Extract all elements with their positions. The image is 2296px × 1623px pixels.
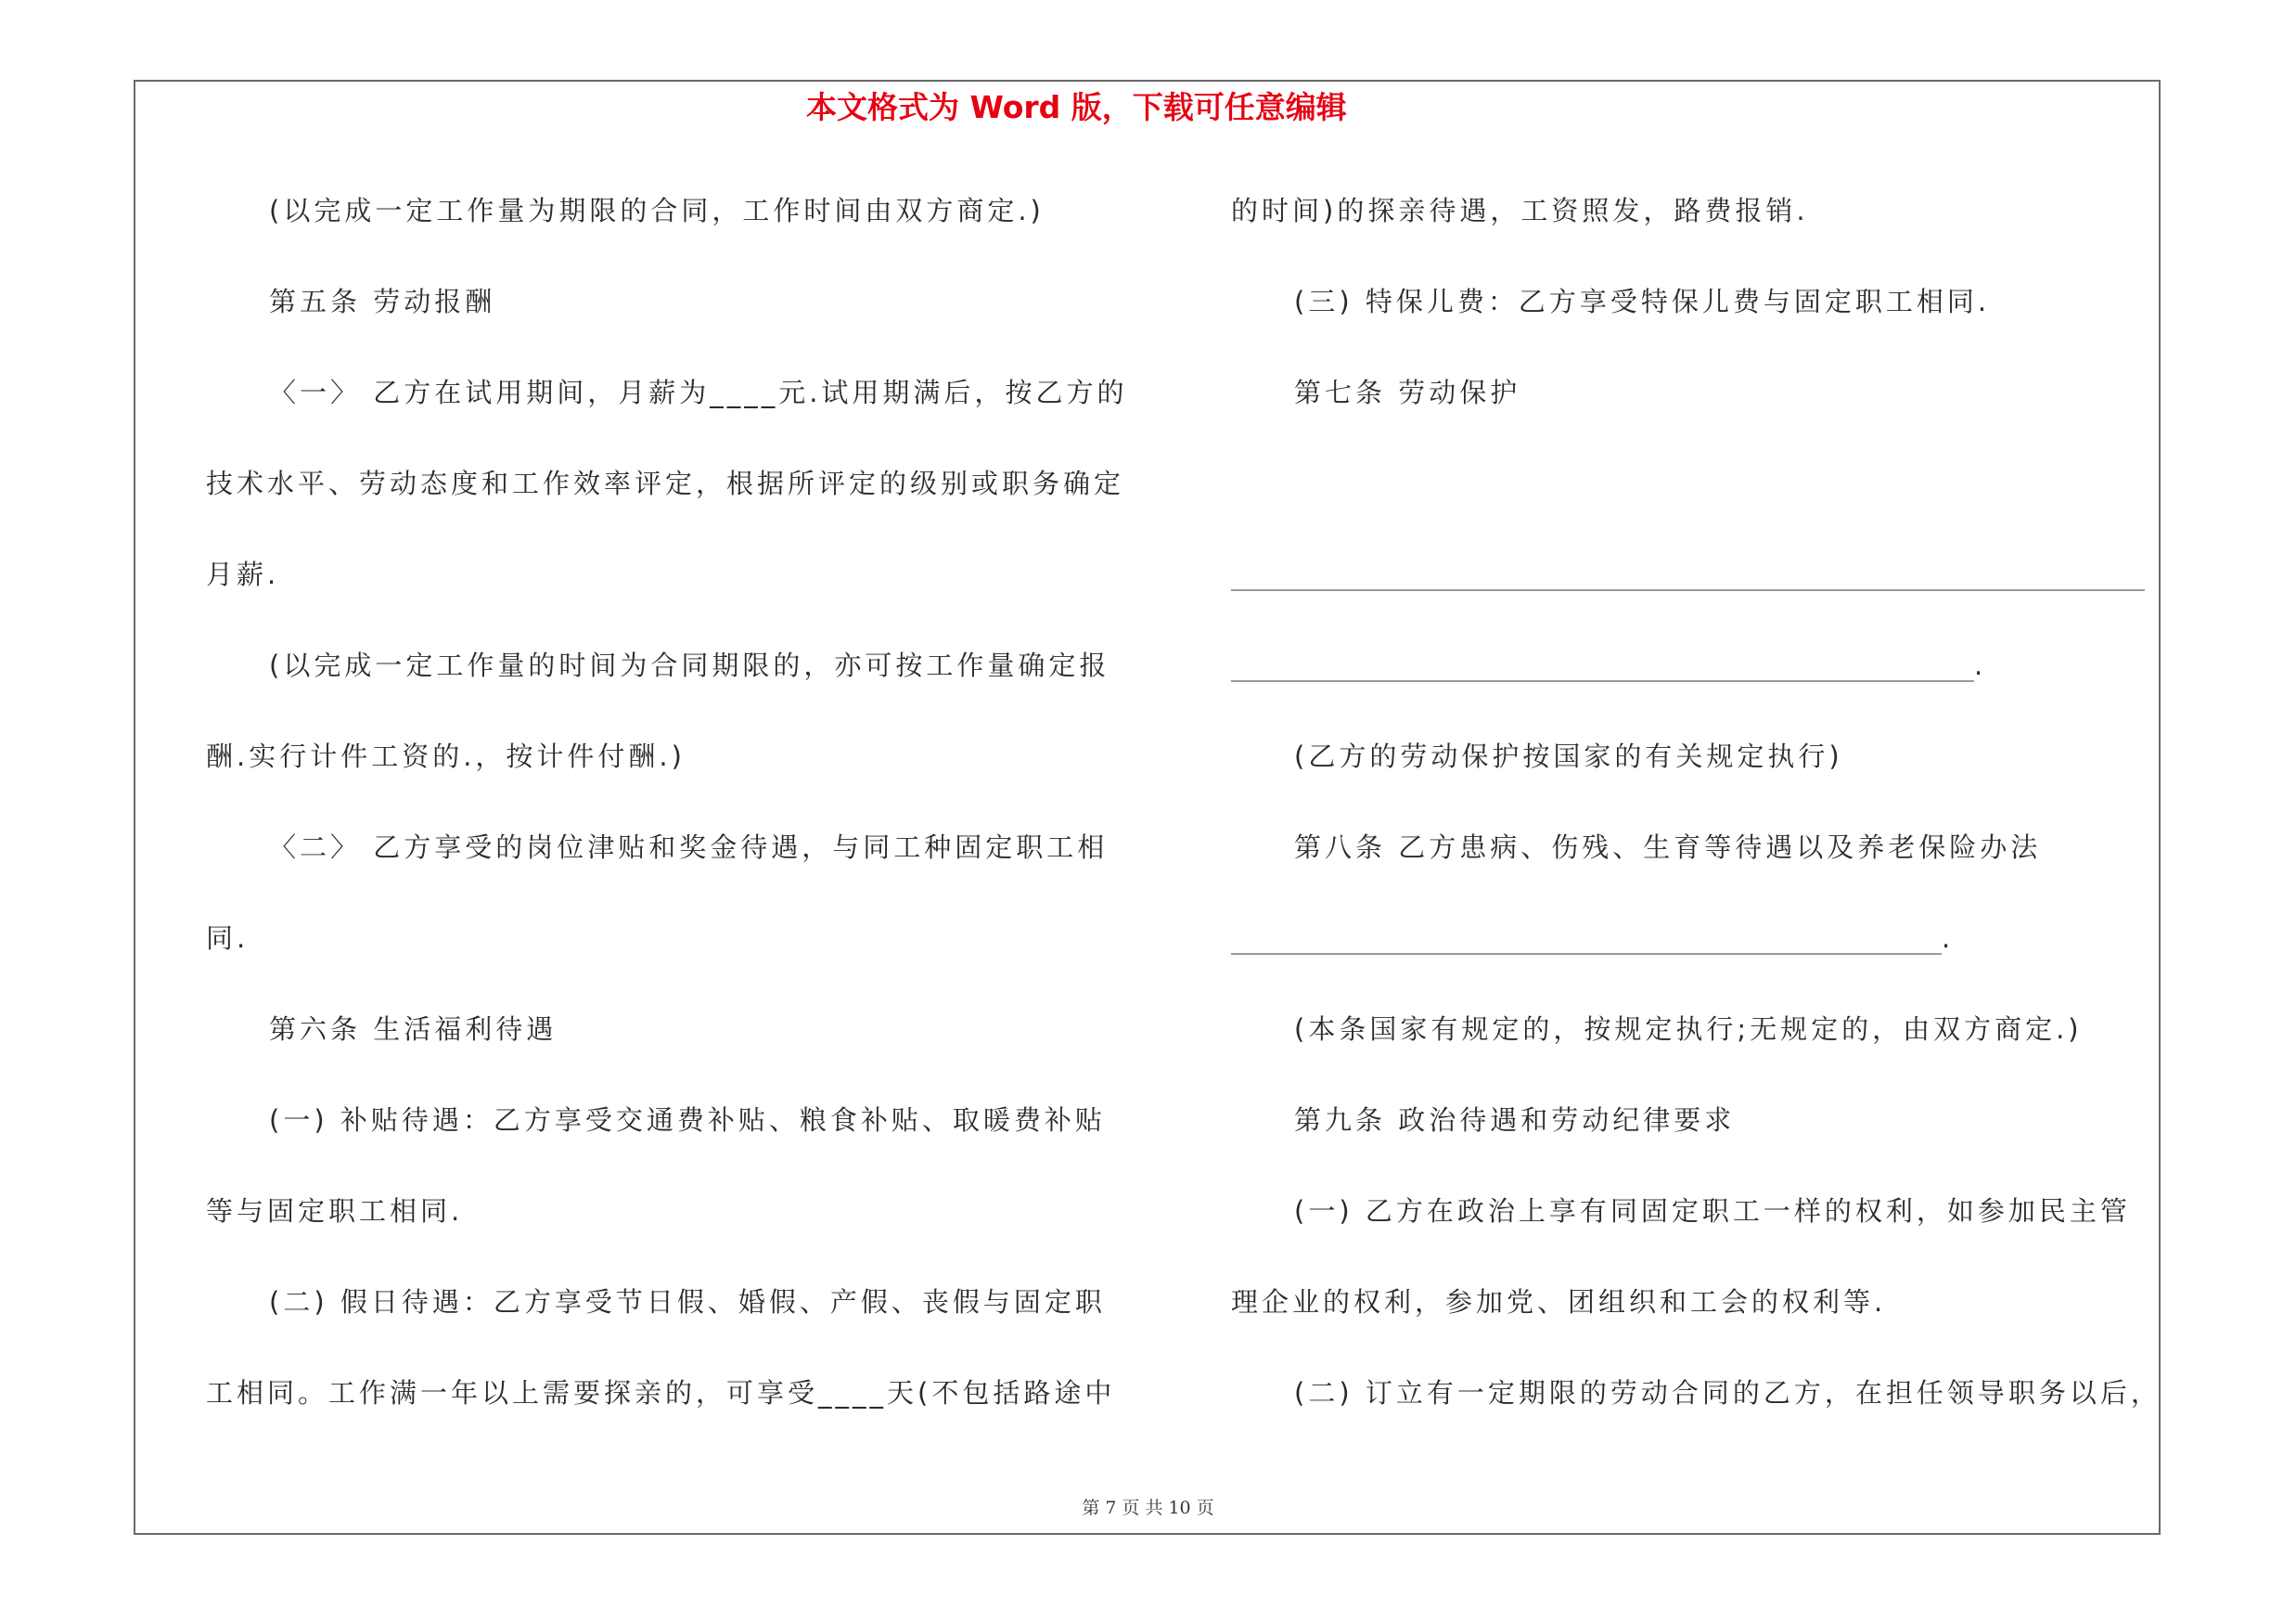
fill-in-blank-line [1231, 925, 1942, 955]
fill-in-blank-line [1231, 652, 1974, 682]
text-line: 月薪. [206, 559, 280, 590]
left-column [206, 165, 1143, 1438]
page-number-total: 10 [1168, 1498, 1191, 1518]
page-label-suffix: 页 [1196, 1498, 1214, 1518]
text-line: (以完成一定工作量为期限的合同，工作时间由双方商定.) [269, 195, 1045, 226]
article-heading: 第八条 乙方患病、伤残、生育等待遇以及养老保险办法 [1294, 831, 2042, 863]
fill-in-line [1231, 529, 2177, 620]
blank-terminator: . [1942, 922, 1955, 954]
format-notice-banner: 本文格式为 Word 版，下载可任意编辑 [806, 89, 1347, 125]
text-line: (二) 订立有一定期限的劳动合同的乙方，在担任领导职务以后， [1294, 1377, 2161, 1409]
blank-terminator: . [1974, 650, 1987, 681]
text-line: (一) 补贴待遇：乙方享受交通费补贴、粮食补贴、取暖费补贴 [269, 1104, 1106, 1136]
text-line: 〈一〉 乙方在试用期间，月薪为____元.试用期满后，按乙方的 [269, 377, 1128, 408]
text-line: 技术水平、劳动态度和工作效率评定，根据所评定的级别或职务确定 [206, 468, 1125, 499]
empty-line [1231, 438, 2177, 529]
article-heading: 第五条 劳动报酬 [269, 286, 496, 317]
page-number-current: 7 [1105, 1498, 1117, 1518]
text-line: (一) 乙方在政治上享有同固定职工一样的权利，如参加民主管 [1294, 1195, 2131, 1227]
text-line: 〈二〉 乙方享受的岗位津贴和奖金待遇，与同工种固定职工相 [269, 831, 1109, 863]
page-label-prefix: 第 [1082, 1498, 1100, 1518]
text-line: (以完成一定工作量的时间为合同期限的，亦可按工作量确定报 [269, 650, 1110, 681]
article-heading: 第七条 劳动保护 [1294, 377, 1521, 408]
fill-in-line [1231, 893, 2177, 984]
text-line: 等与固定职工相同. [206, 1195, 464, 1227]
page-label-middle: 页 共 [1122, 1498, 1163, 1518]
text-line: (二) 假日待遇：乙方享受节日假、婚假、产假、丧假与固定职 [269, 1286, 1106, 1318]
text-line: (本条国家有规定的，按规定执行;无规定的，由双方商定.) [1294, 1013, 2083, 1045]
text-line: 的时间)的探亲待遇，工资照发，路费报销. [1231, 195, 1809, 226]
article-heading: 第六条 生活福利待遇 [269, 1013, 558, 1045]
text-line: 同. [206, 922, 250, 954]
text-line: (乙方的劳动保护按国家的有关规定执行) [1294, 741, 1843, 772]
right-column [1231, 165, 2177, 1438]
fill-in-line [1231, 620, 2177, 711]
article-heading: 第九条 政治待遇和劳动纪律要求 [1294, 1104, 1736, 1136]
page-footer [0, 1496, 2296, 1520]
text-line: 理企业的权利，参加党、团组织和工会的权利等. [1231, 1286, 1887, 1318]
text-line: 酬.实行计件工资的.，按计件付酬.) [206, 741, 686, 772]
text-line: (三) 特保儿费：乙方享受特保儿费与固定职工相同. [1294, 286, 1991, 317]
fill-in-blank-line [1231, 561, 2145, 591]
text-line: 工相同。工作满一年以上需要探亲的，可享受____天(不包括路途中 [206, 1377, 1116, 1409]
